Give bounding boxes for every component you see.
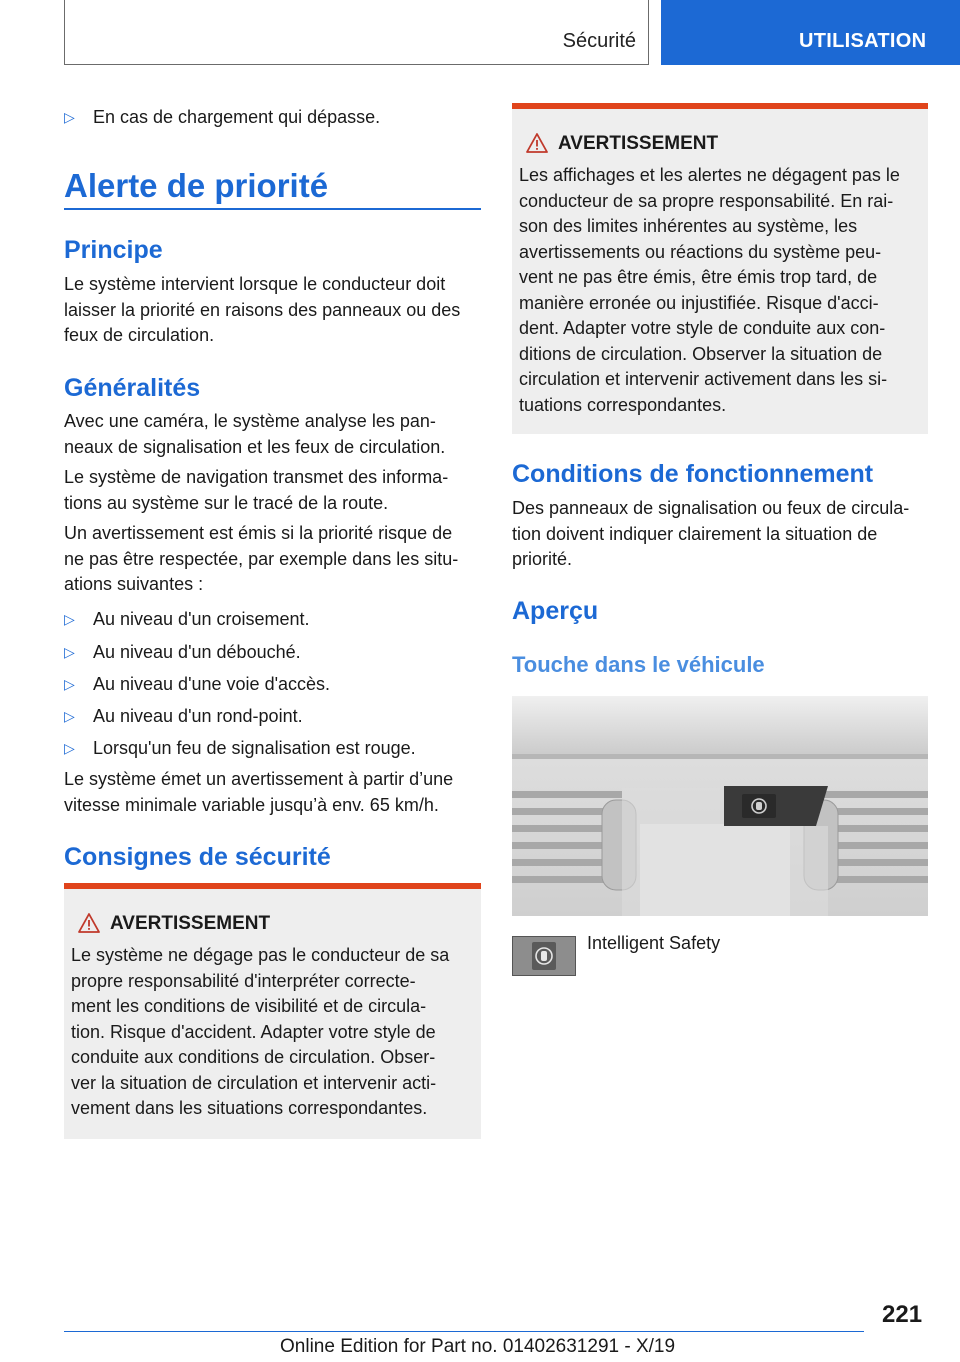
intelligent-safety-button	[512, 936, 576, 976]
warning-box	[512, 103, 928, 434]
button-label: Intelligent Safety	[587, 933, 721, 953]
heading-apercu: Aperçu	[512, 597, 599, 625]
paragraph-gen-2: Le système de navigation transmet des informa- tions au système sur le tracé de la route.	[64, 467, 449, 513]
heading-principe: Principe	[64, 236, 163, 264]
page-number: 221	[882, 1301, 923, 1328]
intelligent-safety-icon	[513, 937, 575, 975]
footer-edition: Online Edition for Part no. 01402631291 - X/19	[280, 1336, 676, 1357]
triangle-right-outline-icon: ▷	[64, 644, 75, 660]
page-title: Alerte de priorité	[64, 167, 329, 204]
warning-triangle-icon	[78, 913, 100, 933]
heading-consignes: Consignes de sécurité	[64, 843, 331, 871]
warning-title: AVERTISSEMENT	[558, 133, 719, 154]
chapter-tab[interactable]	[661, 0, 960, 65]
warning-box	[64, 883, 481, 1139]
triangle-right-outline-icon: ▷	[64, 676, 75, 692]
heading-generalites: Généralités	[64, 374, 201, 402]
section-title: Sécurité	[562, 30, 636, 52]
header-section-box	[64, 0, 649, 65]
paragraph-gen-3: Un avertissement est émis si la priorité risque de ne pas être respectée, par exemple dans les situ- ations suivantes :	[64, 523, 459, 594]
warning-title: AVERTISSEMENT	[110, 913, 271, 934]
paragraph-conditions: Des panneaux de signalisation ou feux de circula- tion doivent indiquer clairement la situation de priorité.	[512, 498, 910, 569]
warning-text: Les affichages et les alertes ne dégagent pas le conducteur de sa propre responsabilité. En rai- son des limites inhérentes au système, les avertissements ou réactions du système peu- vent ne pas être émis, être émis trop tard, de manière erronée ou injustifiée. Risque d'acci- dent. Adapter votre style de conduite aux con- ditions de circulation. Observer la situation de circulation et intervenir activement dans les si- tuations correspondantes.	[519, 165, 900, 415]
warning-triangle-icon	[526, 133, 548, 153]
paragraph-gen-1: Avec une caméra, le système analyse les pan- neaux de signalisation et les feux de circulation.	[64, 411, 446, 457]
triangle-right-outline-icon: ▷	[64, 708, 75, 724]
dashboard-photo	[512, 696, 928, 916]
heading-touche: Touche dans le véhicule	[512, 652, 765, 677]
paragraph-principe: Le système intervient lorsque le conducteur doit laisser la priorité en raisons des panneaux ou des feux de circulation.	[64, 274, 461, 345]
warning-text: Le système ne dégage pas le conducteur de sa propre responsabilité d'interpréter correcte- ment les conditions de visibilité et de circula- tion. Risque d'accident. Adapter votre style de conduite aux conditions de circulation. Obser- ver la situation de circulation et intervenir acti- vement dans les situations correspondantes.	[71, 945, 450, 1118]
triangle-right-outline-icon: ▷	[64, 611, 75, 627]
paragraph-gen-4: Le système émet un avertissement à partir d’une vitesse minimale variable jusqu’à env. 65 km/h.	[64, 769, 454, 815]
title-rule	[64, 208, 481, 210]
footer-rule	[64, 1331, 864, 1332]
chapter-title: UTILISATION	[799, 30, 927, 52]
triangle-right-outline-icon: ▷	[64, 740, 75, 756]
dashboard-illustration	[512, 696, 928, 916]
triangle-right-outline-icon: ▷	[64, 109, 75, 125]
heading-conditions: Conditions de fonctionnement	[512, 460, 874, 488]
